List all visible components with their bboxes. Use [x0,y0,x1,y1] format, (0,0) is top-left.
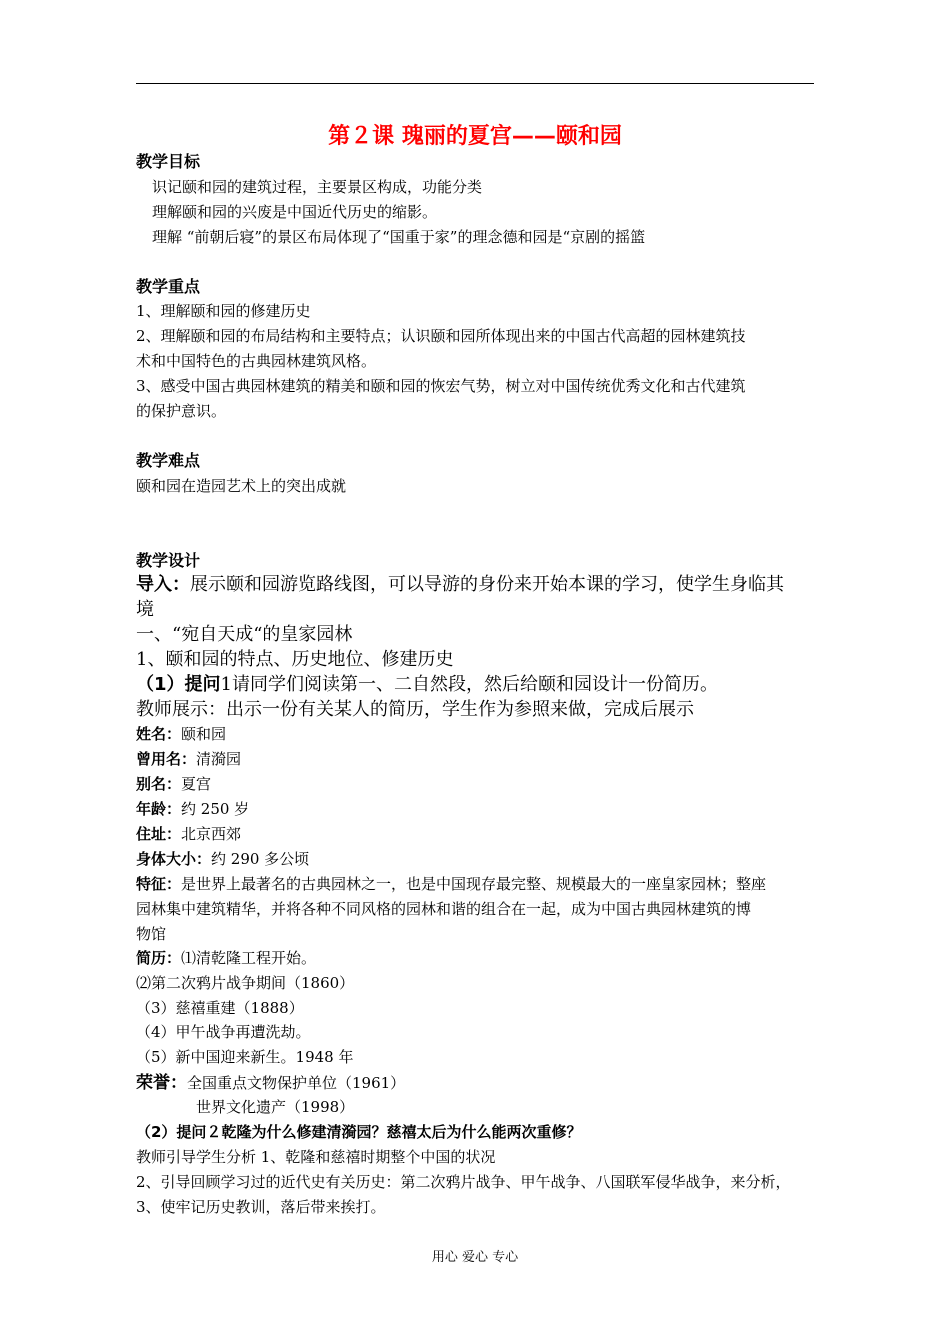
resume-feature: 特征：是世界上最著名的古典园林之一，也是中国现存最完整、规模最大的一座皇家园林；整座 [136,875,767,893]
resume-name: 姓名：颐和园 [136,725,227,743]
resume-feature-cont: 物馆 [136,925,167,943]
teacher-show: 教师展示：出示一份有关某人的简历，学生作为参照来做，完成后展示 [136,699,694,720]
intro-label: 导入： [136,574,190,595]
q2-line: 2、引导回顾学习过的近代史有关历史：第二次鸦片战争、甲午战争、八国联军侵华战争，来分析， [136,1173,791,1191]
resume-honor: 荣誉：全国重点文物保护单位（1961） [136,1073,406,1093]
page-title: 第２课 瑰丽的夏宫——颐和园 [328,124,622,149]
page-footer: 用心 爱心 专心 [431,1250,519,1265]
resume-feature-cont: 园林集中建筑精华，并将各种不同风格的园林和谐的组合在一起，成为中国古典园林建筑的博 [136,900,752,918]
q2-line: 3、使牢记历史教训，落后带来挨打。 [136,1198,386,1216]
key-points-heading: 教学重点 [136,277,201,296]
difficulty-heading: 教学难点 [136,451,201,470]
intro-line-cont: 境 [136,599,154,620]
resume-size: 身体大小：约 290 多公顷 [136,850,310,868]
resume-alias: 别名：夏宫 [136,775,212,793]
question-1-label: （1）提问 [136,674,221,695]
resume-honor-cont: 世界文化遗产（1998） [196,1098,355,1116]
resume-history-item: （3）慈禧重建（1888） [136,999,304,1017]
intro-line [136,576,784,594]
key-point-line: 2、理解颐和园的布局结构和主要特点；认识颐和园所体现出来的中国古代高超的园林建筑技 [136,327,746,345]
objective-item: 识记颐和园的建筑过程，主要景区构成，功能分类 [152,178,483,196]
key-point-line: 1、理解颐和园的修建历史 [136,302,311,320]
key-point-line: 术和中国特色的古典园林建筑风格。 [136,352,377,370]
subsection-heading: 1、颐和园的特点、历史地位、修建历史 [136,649,454,670]
resume-address: 住址：北京西郊 [136,825,242,843]
key-point-line: 的保护意识。 [136,402,227,420]
objectives-heading: 教学目标 [136,152,201,171]
section-heading: 一、“宛自天成“的皇家园林 [136,624,353,645]
design-heading: 教学设计 [136,551,201,570]
intro-text: 展示颐和园游览路线图，可以导游的身份来开始本课的学习，使学生身临其 [190,574,784,595]
question-1 [136,676,718,694]
resume-former-name: 曾用名：清漪园 [136,750,242,768]
objective-item: 理解 “前朝后寝”的景区布局体现了“国重于家”的理念德和园是“京剧的摇篮 [152,228,646,246]
question-2: （2）提问２乾隆为什么修建清漪园？慈禧太后为什么能两次重修？ [136,1123,582,1141]
key-point-line: 3、感受中国古典园林建筑的精美和颐和园的恢宏气势，树立对中国传统优秀文化和古代建筑 [136,377,746,395]
objective-item: 理解颐和园的兴废是中国近代历史的缩影。 [152,203,438,221]
resume-history-item: ⑵第二次鸦片战争期间（1860） [136,974,355,992]
resume-history-item: （4）甲午战争再遭洗劫。 [136,1023,311,1041]
difficulty-text: 颐和园在造园艺术上的突出成就 [136,477,347,495]
q2-line: 教师引导学生分析 1、乾隆和慈禧时期整个中国的状况 [136,1148,496,1166]
question-1-text: 1请同学们阅读第一、二自然段，然后给颐和园设计一份简历。 [220,674,718,695]
resume-history: 简历：⑴清乾隆工程开始。 [136,949,317,967]
header-rule [136,83,814,84]
resume-history-item: （5）新中国迎来新生。1948 年 [136,1048,354,1066]
resume-age: 年龄：约 250 岁 [136,800,250,818]
